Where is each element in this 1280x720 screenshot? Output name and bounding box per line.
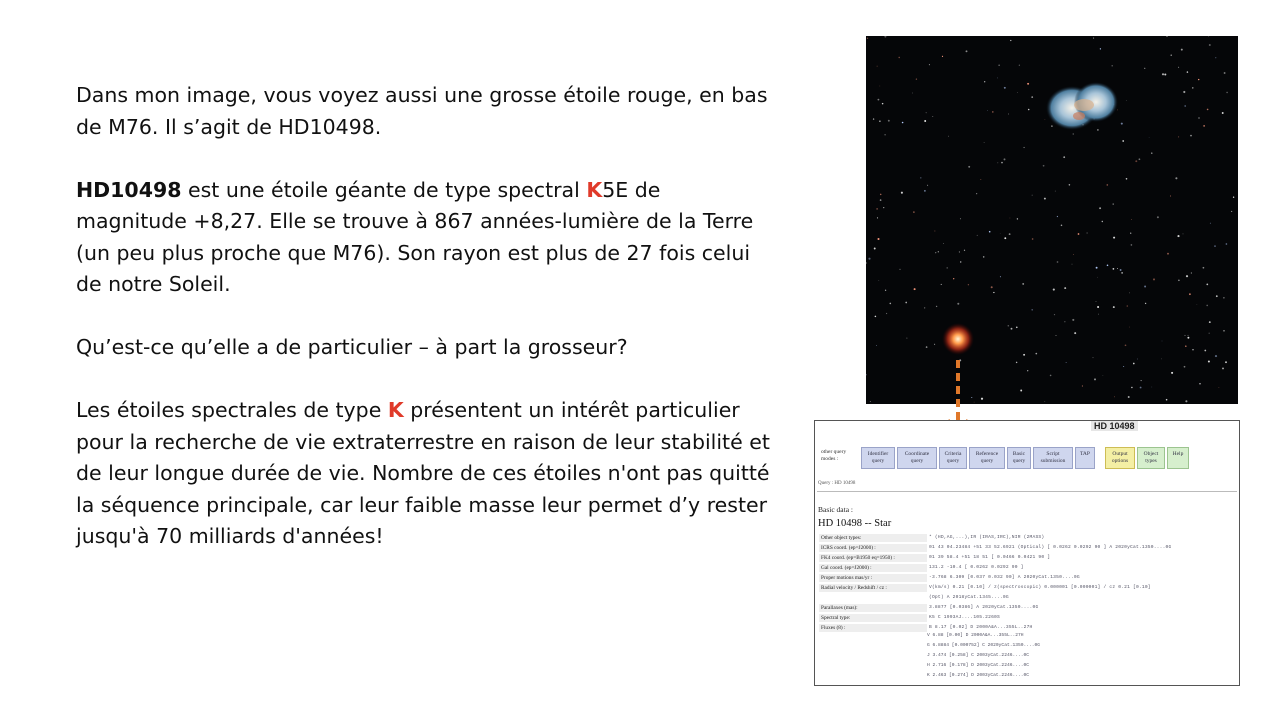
background-star	[1074, 332, 1076, 334]
background-star	[885, 290, 886, 291]
background-star	[1185, 400, 1187, 402]
background-star	[906, 338, 907, 339]
background-star	[1208, 36, 1209, 37]
background-star	[877, 217, 878, 218]
background-star	[1135, 160, 1137, 162]
background-star	[1032, 238, 1034, 240]
background-star	[1131, 219, 1132, 220]
background-star	[1094, 378, 1096, 380]
background-star	[1107, 265, 1109, 267]
background-star	[974, 402, 975, 403]
background-star	[934, 344, 935, 345]
background-star	[1117, 110, 1118, 111]
background-star	[964, 250, 965, 251]
background-star	[1097, 277, 1098, 278]
background-star	[1233, 197, 1234, 198]
background-star	[880, 199, 882, 201]
background-star	[1031, 96, 1033, 98]
identifier-query-button[interactable]: Identifier query	[861, 447, 895, 469]
background-star	[924, 120, 926, 122]
background-star	[1113, 237, 1115, 239]
background-star	[867, 38, 868, 39]
basic-data-table	[817, 533, 1237, 633]
background-star	[1054, 314, 1055, 315]
background-star	[866, 263, 867, 264]
background-star	[1113, 268, 1115, 270]
background-star	[1133, 363, 1135, 365]
background-star	[1141, 380, 1142, 381]
background-star	[1167, 253, 1169, 255]
background-star	[1117, 268, 1118, 269]
background-star	[1107, 184, 1109, 186]
table-row: Gal coord. (ep=J2000) : 131.2 -10.4 [ 0.0262 0.0292 90 ]	[821, 565, 1024, 571]
spectral-k-highlight: K	[586, 177, 603, 202]
background-star	[1177, 235, 1179, 237]
background-star	[1131, 387, 1132, 388]
background-star	[1063, 156, 1065, 158]
background-star	[1215, 57, 1216, 58]
background-star	[938, 251, 939, 252]
background-star	[1197, 304, 1198, 305]
background-star	[882, 103, 884, 105]
background-star	[1210, 223, 1211, 224]
background-star	[1045, 119, 1046, 120]
object-title: HD 10498 -- Star	[818, 518, 892, 529]
background-star	[1082, 385, 1083, 386]
background-star	[1129, 327, 1130, 328]
background-star	[877, 238, 879, 240]
background-star	[884, 36, 886, 38]
background-star	[1086, 232, 1087, 233]
background-star	[1020, 390, 1022, 392]
background-star	[1226, 243, 1228, 245]
background-star	[920, 177, 921, 178]
background-star	[1093, 38, 1094, 39]
background-star	[1113, 203, 1114, 204]
background-star	[1121, 123, 1123, 125]
background-star	[1053, 289, 1055, 291]
background-star	[1001, 162, 1003, 164]
basic-data-heading: Basic data :	[818, 505, 853, 514]
background-star	[880, 194, 882, 196]
background-star	[1223, 330, 1225, 332]
background-star	[1183, 91, 1185, 93]
background-star	[1184, 335, 1185, 336]
background-star	[1004, 237, 1006, 239]
background-star	[929, 64, 930, 65]
background-star	[1151, 152, 1152, 153]
background-star	[1066, 362, 1067, 363]
background-star	[1128, 396, 1130, 398]
table-row: Proper motions mas/yr : -3.768 6.309 [0.037 0.032 90] A 2020yCat.1350....0G	[821, 575, 1080, 581]
background-star	[1017, 92, 1018, 93]
background-star	[948, 136, 949, 137]
background-star	[1004, 87, 1006, 89]
background-star	[1010, 40, 1011, 41]
background-star	[1113, 306, 1115, 308]
background-star	[866, 374, 867, 375]
background-star	[999, 65, 1000, 66]
background-star	[1189, 293, 1191, 295]
background-star	[1123, 366, 1124, 367]
background-star	[1111, 65, 1113, 67]
background-star	[1098, 314, 1099, 315]
background-star	[868, 258, 870, 260]
flux-row: H 2.716 [0.178] D 2003yCat.2246....0C	[927, 663, 1029, 668]
background-star	[981, 398, 983, 400]
background-star	[1209, 321, 1211, 323]
background-star	[1149, 137, 1150, 138]
background-star	[1166, 36, 1168, 37]
background-star	[1125, 344, 1127, 346]
background-star	[959, 251, 960, 252]
background-star	[1145, 303, 1146, 304]
background-star	[916, 78, 917, 79]
background-star	[1209, 333, 1210, 334]
tap-button[interactable]: TAP	[1075, 447, 1095, 469]
m76-nebula	[1046, 82, 1118, 130]
background-star	[1183, 234, 1184, 235]
table-row: Parallaxes (mas): 3.8877 [0.0386] A 2020yCat.1350....0G	[821, 605, 1039, 611]
background-star	[1126, 178, 1128, 180]
background-star	[1022, 283, 1024, 285]
reference-query-button[interactable]: Reference query	[969, 447, 1005, 469]
background-star	[1190, 135, 1192, 137]
background-star	[1222, 367, 1224, 369]
object-types-button[interactable]: Object types	[1137, 447, 1165, 469]
divider	[817, 491, 1237, 492]
background-star	[1198, 79, 1199, 80]
background-star	[1027, 370, 1028, 371]
m76-star-field-image	[866, 36, 1238, 404]
paragraph-intro: Dans mon image, vous voyez aussi une grosse étoile rouge, en bas de M76. Il s’agit de HD10498.	[76, 83, 768, 139]
background-star	[902, 122, 904, 124]
background-star	[1219, 387, 1220, 388]
background-star	[1191, 272, 1192, 273]
star-name: HD10498	[76, 177, 182, 202]
background-star	[1162, 73, 1164, 75]
fluxes-list	[927, 631, 1040, 681]
background-star	[1223, 297, 1225, 299]
paragraph-k-stars: Les étoiles spectrales de type K présentent un intérêt particulier pour la recherche de vie extraterrestre en raison de leur stabilité et de leur longue durée de vie. Nombre de ces étoiles n'ont pas quitté la séquence principale, car leur faible masse leur permet d’y rester jusqu'à 70 milliards d'années!	[76, 398, 770, 548]
background-star	[1004, 158, 1006, 160]
background-star	[1157, 216, 1159, 218]
background-star	[898, 57, 899, 58]
background-star	[1140, 387, 1142, 389]
background-star	[1206, 305, 1208, 307]
background-star	[1055, 191, 1056, 192]
background-star	[1130, 233, 1131, 234]
background-star	[966, 50, 968, 52]
background-star	[1122, 140, 1124, 142]
background-star	[1164, 73, 1166, 75]
background-star	[1178, 136, 1179, 137]
paragraph-question: Qu’est-ce qu’elle a de particulier – à part la grosseur?	[76, 335, 628, 359]
background-star	[1231, 211, 1232, 212]
slide-text	[76, 80, 776, 553]
background-star	[1151, 387, 1152, 388]
background-star	[1203, 125, 1205, 127]
background-star	[1032, 195, 1033, 196]
background-star	[977, 235, 978, 236]
background-star	[1072, 264, 1073, 265]
background-star	[984, 142, 985, 143]
background-star	[883, 207, 884, 208]
background-star	[960, 261, 961, 262]
simbad-screenshot	[814, 420, 1240, 686]
background-star	[941, 284, 942, 285]
background-star	[1225, 361, 1227, 363]
background-star	[1184, 105, 1186, 107]
background-star	[1023, 147, 1024, 148]
background-star	[1031, 309, 1033, 311]
table-row: Spectral type: K5 C 1993AJ....105.2260S	[821, 615, 1000, 621]
background-star	[1171, 55, 1172, 56]
background-star	[1009, 233, 1011, 235]
hd10498-red-star	[942, 323, 974, 355]
background-star	[1175, 177, 1177, 179]
simbad-title: HD 10498	[1091, 421, 1138, 431]
background-star	[984, 81, 985, 82]
background-star	[1061, 225, 1063, 227]
background-star	[1093, 357, 1094, 358]
table-row: FK4 coord. (ep=B1950 eq=1950) : 01 39 58.4 +51 18 51 [ 0.0466 0.0421 90 ]	[821, 555, 1051, 561]
background-star	[960, 218, 961, 219]
background-star	[1206, 284, 1208, 286]
background-star	[1208, 360, 1210, 362]
background-star	[1153, 278, 1155, 280]
background-star	[899, 269, 900, 270]
background-star	[1044, 401, 1045, 402]
background-star	[924, 190, 926, 192]
background-star	[1064, 321, 1065, 322]
background-star	[935, 231, 936, 232]
background-star	[1000, 276, 1001, 277]
background-star	[1127, 305, 1129, 307]
background-star	[1100, 48, 1101, 49]
background-star	[953, 278, 954, 279]
background-star	[888, 120, 890, 122]
background-star	[980, 179, 981, 180]
background-star	[1187, 337, 1189, 339]
table-row: Radial velocity / Redshift / cz : V(km/s) 0.21 [0.10] / z(spectroscopic) 0.000001 [0.000001] / cz 0.21 [0.10]	[821, 585, 1151, 591]
query-line: Query : HD 10498	[818, 481, 856, 486]
background-star	[874, 248, 876, 250]
background-star	[987, 110, 988, 111]
table-row: (Opt) A 2018yCat.1345....0G	[929, 595, 1009, 600]
background-star	[1064, 287, 1066, 289]
background-star	[1199, 383, 1200, 384]
background-star	[983, 256, 985, 258]
background-star	[1171, 372, 1173, 374]
background-star	[870, 401, 871, 402]
background-star	[1188, 335, 1189, 336]
background-star	[1051, 125, 1053, 127]
background-star	[1216, 295, 1218, 297]
background-star	[1097, 129, 1099, 131]
background-star	[1186, 275, 1188, 277]
background-star	[936, 306, 937, 307]
flux-row: G 6.8884 [0.000752] C 2020yCat.1350....0G	[927, 643, 1041, 648]
background-star	[1207, 109, 1209, 111]
table-row: ICRS coord. (ep=J2000) : 01 43 04.23484 +51 33 52.6921 (Optical) [ 0.0262 0.0292 90 ] A 2020yCat.1350....0G	[821, 545, 1172, 551]
background-star	[1073, 133, 1074, 134]
background-star	[1017, 218, 1018, 219]
background-star	[1161, 359, 1162, 360]
flux-row: V 6.88 [0.00] D 2000A&A...355L..27H	[927, 633, 1024, 638]
background-star	[1097, 306, 1099, 308]
background-star	[1103, 375, 1104, 376]
background-star	[877, 66, 878, 67]
background-star	[1019, 65, 1020, 66]
background-star	[1043, 165, 1045, 167]
background-star	[1187, 71, 1188, 72]
background-star	[913, 211, 914, 212]
background-star	[1096, 267, 1098, 269]
background-star	[1028, 109, 1030, 111]
basic-query-button[interactable]: Basic query	[1007, 447, 1031, 469]
background-star	[943, 243, 944, 244]
background-star	[1073, 254, 1074, 255]
background-star	[1056, 335, 1057, 336]
background-star	[879, 121, 880, 122]
background-star	[876, 208, 878, 210]
background-star	[1144, 68, 1145, 69]
background-star	[1044, 198, 1046, 200]
background-star	[1016, 362, 1018, 364]
background-star	[1222, 112, 1224, 114]
background-star	[989, 231, 991, 233]
background-star	[1178, 280, 1180, 282]
background-star	[1035, 353, 1037, 355]
background-star	[1181, 49, 1183, 51]
background-star	[997, 162, 998, 163]
background-star	[886, 313, 887, 314]
background-star	[1023, 354, 1025, 356]
background-star	[1027, 83, 1029, 85]
background-star	[1126, 100, 1127, 101]
background-star	[927, 185, 928, 186]
paragraph-star-description: HD10498 est une étoile géante de type spectral K5E de magnitude +8,27. Elle se trouve à 867 années-lumière de la Terre (un peu plus proche que M76). Son rayon est plus de 27 fois celui de notre Soleil.	[76, 177, 754, 296]
background-star	[905, 302, 907, 304]
background-star	[1215, 355, 1217, 357]
background-star	[935, 252, 936, 253]
background-star	[1008, 114, 1009, 115]
background-star	[1078, 233, 1080, 235]
background-star	[1069, 184, 1071, 186]
background-star	[926, 346, 928, 348]
background-star	[873, 118, 874, 119]
background-star	[1010, 218, 1011, 219]
star-field-graphic	[866, 36, 1238, 404]
background-star	[976, 193, 977, 194]
background-star	[1178, 67, 1179, 68]
background-star	[1102, 221, 1103, 222]
background-star	[997, 77, 998, 78]
background-star	[992, 111, 994, 113]
flux-row: K 2.463 [0.274] D 2003yCat.2246....0C	[927, 673, 1029, 678]
flux-row: J 3.474 [0.258] C 2003yCat.2246....0C	[927, 653, 1029, 658]
background-star	[1166, 399, 1168, 401]
background-star	[879, 86, 880, 87]
background-star	[1050, 375, 1052, 377]
background-star	[1139, 158, 1141, 160]
script-submission-button[interactable]: Script submission	[1033, 447, 1073, 469]
background-star	[968, 284, 969, 285]
background-star	[1144, 286, 1146, 288]
background-star	[1162, 341, 1163, 342]
background-star	[875, 316, 877, 318]
background-star	[932, 116, 933, 117]
background-star	[1011, 328, 1013, 330]
background-star	[1057, 216, 1058, 217]
background-star	[993, 292, 994, 293]
background-star	[1072, 319, 1074, 321]
background-star	[884, 134, 885, 135]
output-options-button[interactable]: Output options	[1105, 447, 1135, 469]
background-star	[1203, 267, 1205, 269]
background-star	[942, 56, 943, 57]
background-star	[878, 99, 880, 101]
background-star	[1016, 326, 1018, 328]
background-star	[1008, 325, 1010, 327]
table-row: Fluxes (8) : B 8.17 [0.02] D 2000A&A...355L..27H	[821, 625, 1033, 631]
background-star	[1137, 359, 1138, 360]
background-star	[1129, 293, 1130, 294]
background-star	[1170, 196, 1171, 197]
background-star	[1114, 396, 1115, 397]
toolbar-label: other query modes :	[821, 449, 847, 462]
spectral-k-highlight-2: K	[387, 398, 404, 422]
background-star	[876, 345, 877, 346]
criteria-query-button[interactable]: Criteria query	[939, 447, 967, 469]
background-star	[1185, 345, 1187, 347]
background-star	[957, 303, 959, 305]
background-star	[878, 280, 879, 281]
simbad-query-toolbar	[817, 445, 1237, 471]
background-star	[991, 286, 993, 288]
background-star	[1120, 269, 1122, 271]
background-star	[912, 93, 913, 94]
background-star	[1121, 272, 1123, 274]
background-star	[1198, 117, 1200, 119]
table-row: Other object types: * (HD,AG,...),IR (IRAS,IRC),NIR (2MASS)	[821, 535, 1045, 541]
background-star	[914, 288, 916, 290]
background-star	[1214, 245, 1216, 247]
background-star	[1226, 92, 1227, 93]
background-star	[1057, 261, 1059, 263]
background-star	[924, 307, 925, 308]
background-star	[946, 267, 948, 269]
background-star	[926, 112, 927, 113]
coordinate-query-button[interactable]: Coordinate query	[897, 447, 937, 469]
background-star	[1096, 301, 1097, 302]
background-star	[968, 166, 970, 168]
background-star	[1192, 349, 1193, 350]
background-star	[1099, 207, 1101, 209]
background-star	[1224, 72, 1226, 74]
background-star	[1000, 233, 1001, 234]
background-star	[1131, 244, 1133, 246]
background-star	[889, 303, 891, 305]
help-button[interactable]: Help	[1167, 447, 1189, 469]
background-star	[1209, 44, 1211, 46]
background-star	[1184, 366, 1186, 368]
background-star	[901, 192, 903, 194]
background-star	[1192, 87, 1193, 88]
background-star	[1204, 350, 1206, 352]
